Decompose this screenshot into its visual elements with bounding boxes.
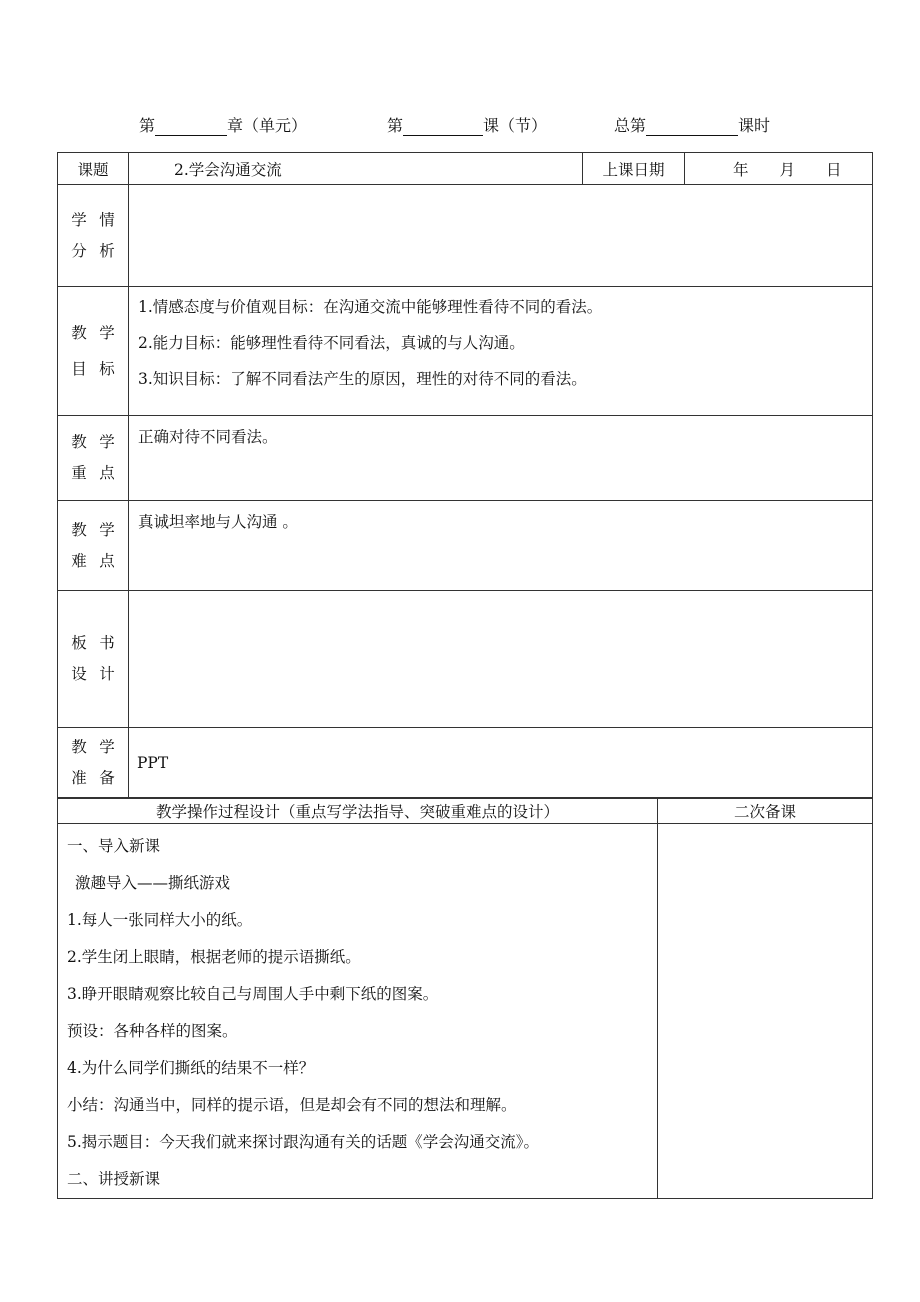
label-char: 标: [99, 360, 115, 378]
key-points-row: [58, 416, 873, 501]
label-char: 教: [71, 433, 87, 451]
label-char: 教: [71, 738, 87, 756]
total-field: [614, 113, 770, 136]
process-line: 1.每人一张同样大小的纸。: [67, 911, 253, 929]
date-value[interactable]: [685, 153, 873, 185]
preparation-row: [58, 728, 873, 799]
goals-row: [58, 287, 873, 416]
topic-row: [58, 153, 873, 185]
process-content[interactable]: [58, 824, 658, 1199]
process-header-left: 教学操作过程设计（重点写学法指导、突破重难点的设计）: [58, 798, 658, 824]
lesson-field: [387, 113, 547, 136]
process-header-right: 二次备课: [658, 798, 873, 824]
board-label: [58, 591, 129, 728]
goal-item: 1.情感态度与价值观目标：在沟通交流中能够理性看待不同的看法。: [138, 298, 603, 316]
process-line: 2.学生闭上眼睛，根据老师的提示语撕纸。: [67, 948, 361, 966]
date-day: 日: [826, 160, 842, 179]
label-char: 学: [99, 433, 115, 451]
process-line: 小结：沟通当中，同样的提示语，但是却会有不同的想法和理解。: [67, 1096, 517, 1114]
label-char: 学: [99, 738, 115, 756]
topic-value: 2.学会沟通交流: [129, 153, 583, 185]
label-char: 板: [71, 634, 87, 652]
label-char: 析: [99, 241, 115, 260]
goals-content[interactable]: [129, 287, 873, 416]
goal-item: 3.知识目标：了解不同看法产生的原因，理性的对待不同的看法。: [138, 370, 587, 388]
key-points-label: [58, 416, 129, 501]
analysis-row: [58, 185, 873, 287]
process-line: 激趣导入——撕纸游戏: [75, 874, 231, 892]
goal-item: 2.能力目标：能够理性看待不同看法，真诚的与人沟通。: [138, 334, 525, 352]
date-year: 年: [733, 160, 749, 179]
label-char: 准: [71, 769, 87, 787]
process-header-row: [58, 798, 873, 824]
label-char: 教: [71, 520, 87, 539]
total-blank[interactable]: [646, 117, 738, 136]
lesson-blank[interactable]: [403, 117, 483, 136]
process-body-row: [58, 824, 873, 1199]
total-suffix: 课时: [738, 116, 771, 135]
label-char: 分: [71, 241, 87, 260]
board-row: [58, 591, 873, 728]
second-prep-content[interactable]: [658, 824, 873, 1199]
date-label: 上课日期: [583, 153, 685, 185]
process-line: 5.揭示题目：今天我们就来探讨跟沟通有关的话题《学会沟通交流》。: [67, 1133, 540, 1151]
label-char: 难: [71, 551, 87, 570]
label-char: 备: [99, 769, 115, 787]
preparation-content[interactable]: PPT: [129, 728, 873, 799]
label-char: 学: [99, 324, 115, 342]
label-char: 目: [71, 360, 87, 378]
total-prefix: 总第: [614, 116, 647, 135]
analysis-content[interactable]: [129, 185, 873, 287]
goals-label: [58, 287, 129, 416]
analysis-label: [58, 185, 129, 287]
lesson-suffix: 课（节）: [483, 116, 548, 135]
difficulties-content[interactable]: 真诚坦率地与人沟通 。: [129, 501, 873, 591]
lesson-header: [0, 113, 920, 137]
label-char: 点: [99, 551, 115, 570]
label-char: 学: [71, 210, 87, 229]
chapter-suffix: 章（单元）: [227, 116, 308, 135]
chapter-blank[interactable]: [155, 117, 227, 136]
lesson-plan-table: [57, 152, 873, 799]
process-line: 一、导入新课: [67, 837, 161, 855]
chapter-prefix: 第: [139, 116, 156, 135]
lesson-prefix: 第: [387, 116, 404, 135]
label-char: 教: [71, 324, 87, 342]
topic-label: 课题: [58, 153, 129, 185]
chapter-field: [139, 113, 307, 136]
process-line: 3.睁开眼睛观察比较自己与周围人手中剩下纸的图案。: [67, 985, 439, 1003]
label-char: 计: [99, 665, 115, 683]
process-line: 预设：各种各样的图案。: [67, 1022, 238, 1040]
label-char: 重: [71, 464, 87, 482]
key-points-content[interactable]: 正确对待不同看法。: [129, 416, 873, 501]
difficulties-label: [58, 501, 129, 591]
label-char: 情: [99, 210, 115, 229]
label-char: 设: [71, 665, 87, 683]
label-char: 书: [99, 634, 115, 652]
process-table: [57, 797, 873, 1199]
preparation-label: [58, 728, 129, 799]
board-content[interactable]: [129, 591, 873, 728]
label-char: 学: [99, 520, 115, 539]
label-char: 点: [99, 464, 115, 482]
difficulties-row: [58, 501, 873, 591]
process-line: 二、讲授新课: [67, 1170, 161, 1188]
process-line: 4.为什么同学们撕纸的结果不一样？: [67, 1059, 315, 1077]
date-month: 月: [779, 160, 796, 179]
